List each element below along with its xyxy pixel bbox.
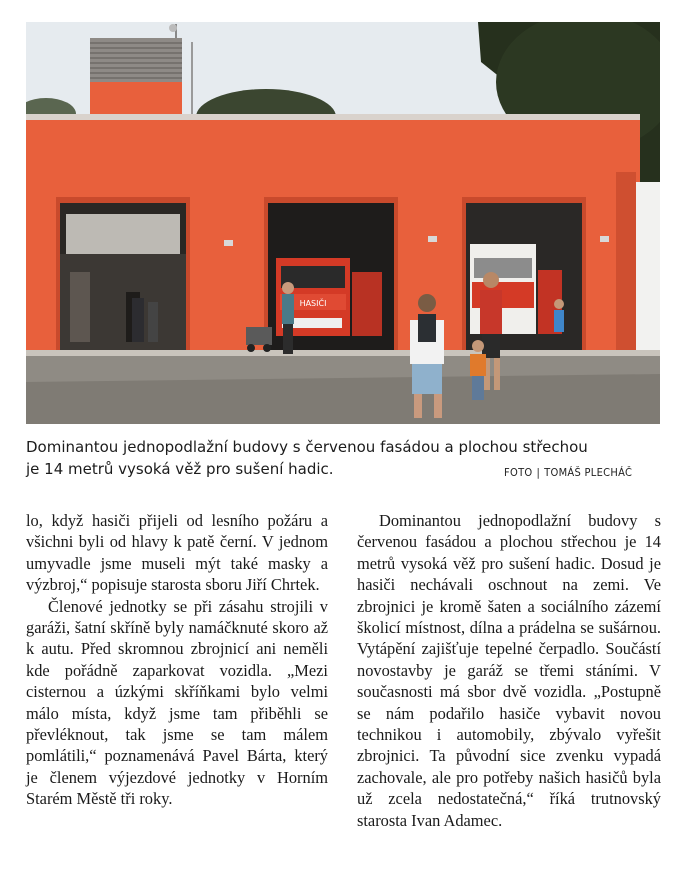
- photo-credit: [504, 466, 632, 479]
- credit-separator: |: [536, 466, 541, 479]
- caption-line-2: je 14 metrů vysoká věž pro sušení hadic.: [26, 460, 334, 478]
- article-column-left: [26, 510, 328, 810]
- paragraph-right-1: Dominantou jednopodlažní budovy s červenou fasádou a plochou střechou je 14 metrů vysoká věž pro sušení hadic. Dosud je hasiči nechávali oschnout na zemi. Ve zbrojnici je kromě šaten a sociálního zázemí školicí místnost, dílna a prádelna se sušárnou. Vytápění zajišťuje tepelné čerpadlo. Součástí novostavby je garáž se třemi stáními. V současnosti má sbor dvě vozidla. „Postupně se nám podařilo hasiče vybavit novou technikou i automobily, zbývalo vyřešit zbrojnici. Ta původní sice zvenku vypadá zachovale, ale pro potřeby našich hasičů byla už zcela nedostatečná,“ říká trutnovský starosta Ivan Adamec.: [357, 511, 661, 830]
- paragraph-left-2: Členové jednotky se při zásahu strojili v garáži, šatní skříně byly namáčknuté skoro až k autu. Před skromnou zbrojnicí ani neměli kde pořádně zaparkovat vozidla. „Mezi cisternou a úzkými skříňkami bylo velmi málo místa, když jsme tam přiběhli se převléknout, tak jsme se tam málem pomlátili,“ poznamenává Pavel Bárta, který je členem výjezdové jednotky v Horním Starém Městě tři roky.: [26, 596, 328, 809]
- tower-louvres: [90, 38, 182, 82]
- article-photo: [26, 22, 660, 424]
- article-column-right: [357, 510, 661, 831]
- credit-label: FOTO: [504, 466, 533, 479]
- fire-station-photo: [26, 22, 660, 424]
- roof-edge: [26, 114, 640, 120]
- truck-label: HASIČI: [299, 299, 327, 308]
- paragraph-left-1: lo, když hasiči přijeli od lesního požáru a všichni byli od hlavy k patě černí. V jednom umyvadle jsme museli mýt také masky a výzbroj,“ popisuje starosta sboru Jiří Chrtek.: [26, 511, 328, 595]
- caption-line-1: Dominantou jednopodlažní budovy s červenou fasádou a plochou střechou: [26, 438, 588, 456]
- credit-author: TOMÁŠ PLECHÁČ: [544, 466, 633, 479]
